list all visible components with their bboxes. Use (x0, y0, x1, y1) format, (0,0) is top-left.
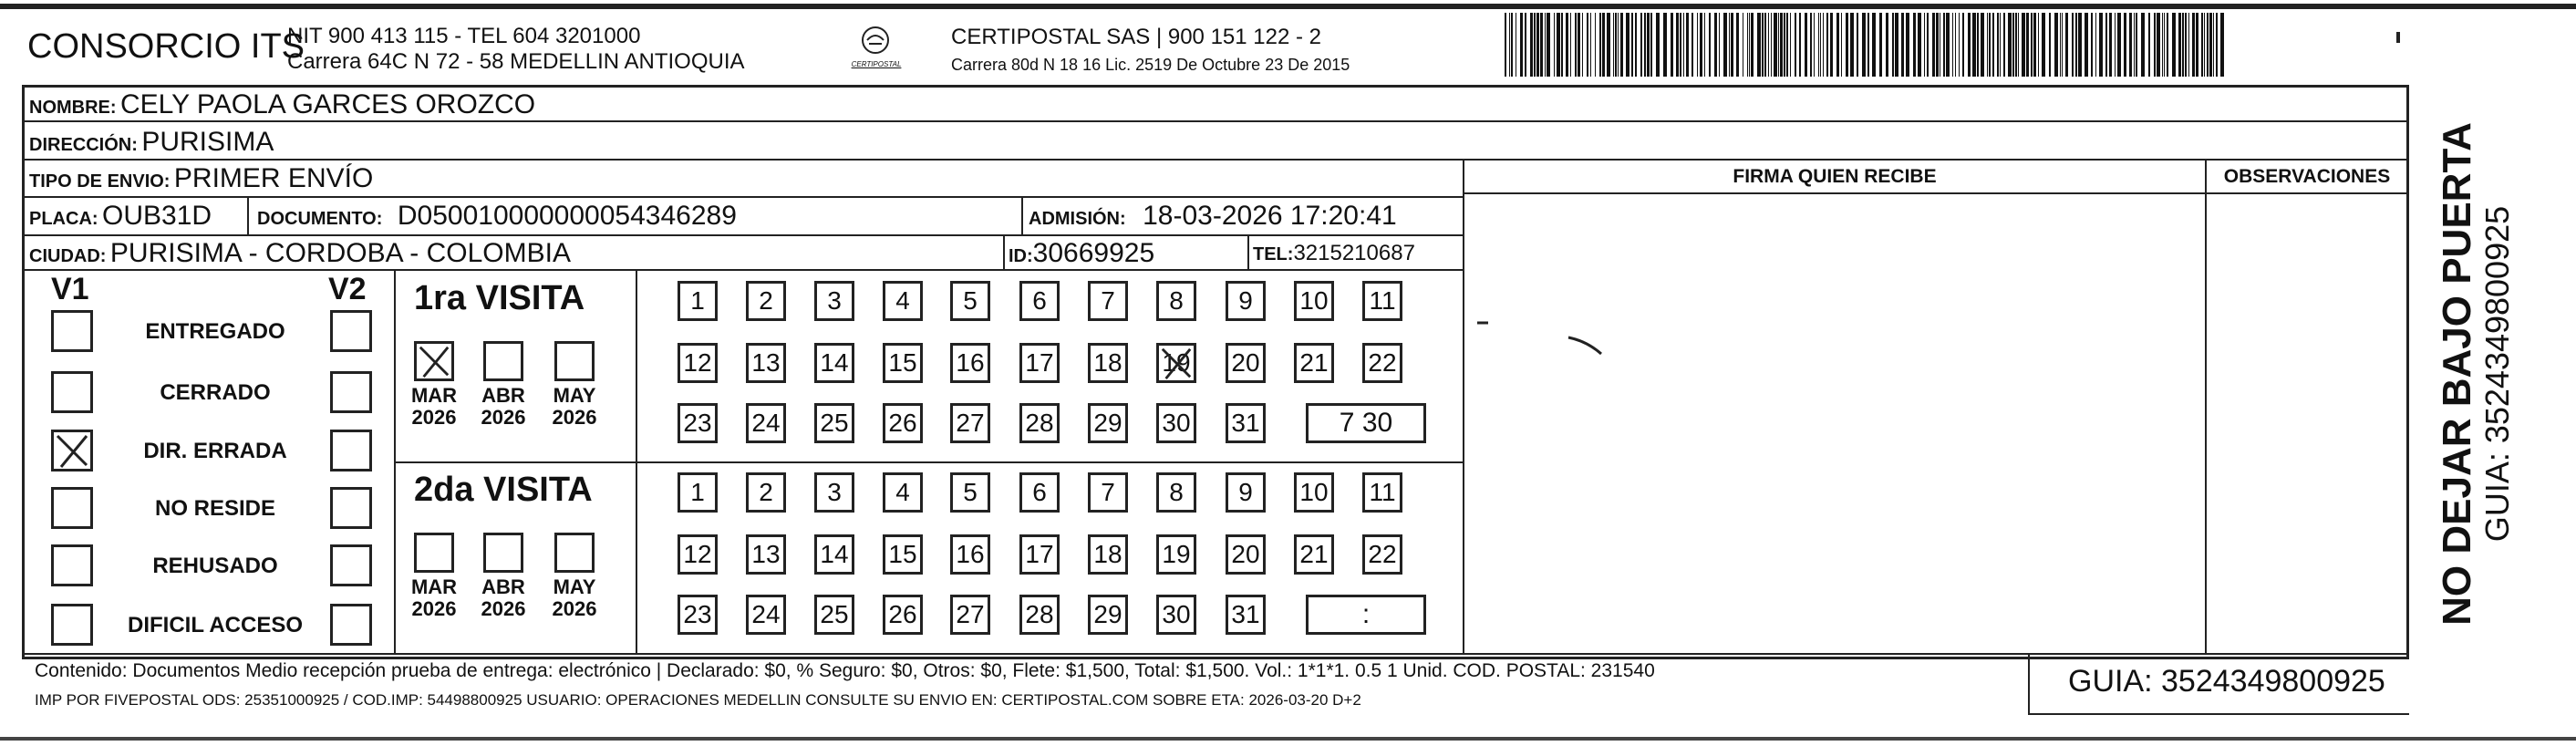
placa-divider (247, 196, 249, 234)
day-number: 4 (895, 478, 910, 506)
tipo-envio-label: TIPO DE ENVIO: (29, 171, 171, 192)
day-box[interactable] (1156, 403, 1196, 443)
v1-checkbox[interactable] (51, 487, 93, 529)
corner-mark (2396, 32, 2400, 43)
day-box[interactable] (1294, 281, 1334, 321)
day-box[interactable] (1156, 281, 1196, 321)
month-checkbox[interactable] (554, 533, 595, 573)
day-box[interactable] (950, 595, 990, 635)
day-box[interactable] (1362, 281, 1402, 321)
day-number: 17 (1025, 540, 1054, 568)
nit-line: NIT 900 413 115 - TEL 604 3201000 (287, 24, 641, 48)
day-number: 31 (1231, 600, 1260, 628)
day-box[interactable] (1156, 595, 1196, 635)
firma-left-divider (1463, 159, 1464, 653)
ciudad-field (29, 238, 571, 269)
v1-checkbox[interactable] (51, 310, 93, 352)
side-guia: GUIA: 3524349800925 (2478, 205, 2516, 543)
day-box[interactable] (746, 343, 786, 383)
day-box[interactable] (814, 403, 854, 443)
day-number: 30 (1162, 409, 1191, 437)
day-box[interactable] (746, 595, 786, 635)
day-box[interactable] (678, 595, 718, 635)
footer-guia-bottom (2028, 713, 2409, 715)
v2-checkbox[interactable] (330, 604, 372, 646)
day-number: 21 (1299, 540, 1329, 568)
placa-field (29, 201, 212, 232)
day-box[interactable] (1156, 472, 1196, 513)
day-number: 14 (820, 540, 849, 568)
id-value: 30669925 (1032, 238, 1155, 268)
day-box[interactable] (950, 343, 990, 383)
direccion-field (29, 127, 274, 158)
day-number: 21 (1299, 348, 1329, 377)
column-header-divider (1464, 192, 2407, 194)
time-box[interactable] (1306, 403, 1426, 443)
tel-field (1253, 241, 1415, 266)
day-number: 3 (827, 286, 842, 315)
documento-field (257, 201, 737, 232)
day-number: 15 (888, 348, 917, 377)
day-number: 2 (759, 286, 773, 315)
day-number: 5 (963, 286, 978, 315)
day-box[interactable] (883, 403, 923, 443)
day-number: 26 (888, 600, 917, 628)
day-number: 22 (1368, 540, 1397, 568)
day-number: 4 (895, 286, 910, 315)
nombre-value: CELY PAOLA GARCES OROZCO (120, 89, 536, 119)
row-divider (24, 159, 2407, 161)
day-box[interactable] (746, 281, 786, 321)
day-box[interactable] (1156, 534, 1196, 575)
day-number: 6 (1032, 286, 1047, 315)
status-label: CERRADO (160, 380, 271, 405)
day-number: 14 (820, 348, 849, 377)
time-value: : (1361, 599, 1371, 629)
day-number: 30 (1162, 600, 1191, 628)
id-field (1009, 238, 1154, 269)
day-box[interactable] (1019, 472, 1060, 513)
month-checkbox[interactable] (554, 341, 595, 381)
footer-imp-line: IMP POR FIVEPOSTAL ODS: 25351000925 / COD.IMP: 54498800925 USUARIO: OPERACIONES MEDELLIN CONSULTE SU ENVIO EN: CERTIPOSTAL.COM SOBRE ETA: 2026-03-20 D+2 (35, 691, 1361, 709)
v1-header: V1 (51, 272, 89, 306)
day-number: 24 (751, 600, 781, 628)
day-box[interactable] (1088, 472, 1128, 513)
day-box[interactable] (746, 534, 786, 575)
v2-checkbox[interactable] (330, 487, 372, 529)
status-label: ENTREGADO (145, 319, 285, 344)
day-number: 8 (1169, 286, 1184, 315)
day-box[interactable] (678, 403, 718, 443)
row-divider (24, 269, 1464, 271)
footer-guia-divider (2028, 653, 2030, 715)
day-number: 20 (1231, 540, 1260, 568)
month-checkbox[interactable] (483, 341, 523, 381)
day-box[interactable] (883, 472, 923, 513)
time-value: 7 30 (1339, 408, 1393, 438)
day-number: 25 (820, 600, 849, 628)
day-box[interactable] (814, 343, 854, 383)
day-number: 9 (1238, 286, 1253, 315)
day-number: 18 (1093, 540, 1122, 568)
direccion-value: PURISIMA (141, 127, 274, 157)
placa-label: PLACA: (29, 209, 98, 229)
day-number: 27 (956, 600, 985, 628)
carrier-info (951, 24, 1350, 78)
month-label (405, 385, 463, 429)
tel-value: 3215210687 (1293, 241, 1415, 265)
visit-divider (394, 461, 1463, 463)
day-box[interactable] (1226, 472, 1266, 513)
id-label: ID: (1009, 246, 1033, 266)
day-box[interactable] (950, 403, 990, 443)
month-year: 2026 (481, 597, 526, 620)
status-label: NO RESIDE (154, 496, 276, 521)
tipo-envio-value: PRIMER ENVÍO (173, 163, 374, 193)
day-number: 9 (1238, 478, 1253, 506)
no-dejar-warning: NO DEJAR BAJO PUERTA (2435, 122, 2479, 626)
side-vertical-text (2412, 87, 2540, 661)
day-number: 31 (1231, 409, 1260, 437)
day-number: 11 (1369, 286, 1396, 315)
day-box[interactable] (1226, 281, 1266, 321)
month-label (545, 385, 604, 429)
admision-value: 18-03-2026 17:20:41 (1143, 201, 1397, 231)
month-checkbox[interactable] (414, 341, 454, 381)
day-number: 27 (956, 409, 985, 437)
v2-checkbox[interactable] (330, 371, 372, 413)
day-box[interactable] (1019, 281, 1060, 321)
visit-title: 2da VISITA (414, 471, 593, 509)
day-number: 22 (1368, 348, 1397, 377)
day-number: 3 (827, 478, 842, 506)
nombre-field (29, 89, 535, 120)
day-number: 24 (751, 409, 781, 437)
day-box[interactable] (950, 472, 990, 513)
month-year: 2026 (411, 597, 457, 620)
month-label (405, 576, 463, 620)
day-box[interactable] (1362, 534, 1402, 575)
day-box[interactable] (1088, 595, 1128, 635)
month-label (545, 576, 604, 620)
v2-checkbox[interactable] (330, 430, 372, 471)
day-number: 16 (956, 348, 985, 377)
day-number: 7 (1101, 478, 1115, 506)
day-number: 20 (1231, 348, 1260, 377)
month-name: MAR (410, 384, 458, 407)
month-name: MAR (410, 575, 458, 598)
day-box[interactable] (1362, 472, 1402, 513)
day-number: 1 (690, 286, 705, 315)
v1-checkbox[interactable] (51, 544, 93, 586)
day-number: 28 (1025, 409, 1054, 437)
month-year: 2026 (552, 597, 597, 620)
observaciones-divider (2205, 159, 2207, 653)
month-year: 2026 (552, 406, 597, 429)
day-box[interactable] (1156, 343, 1196, 383)
company-info (287, 24, 745, 75)
tel-label: TEL: (1253, 244, 1294, 264)
day-number: 25 (820, 409, 849, 437)
day-box[interactable] (746, 403, 786, 443)
day-box[interactable] (883, 281, 923, 321)
v2-header: V2 (328, 272, 367, 306)
month-year: 2026 (481, 406, 526, 429)
day-number: 28 (1025, 600, 1054, 628)
day-number: 19 (1162, 348, 1191, 377)
day-number: 10 (1299, 286, 1329, 315)
day-box[interactable] (1226, 403, 1266, 443)
day-number: 1 (690, 478, 705, 506)
status-label: DIR. ERRADA (143, 439, 287, 463)
day-box[interactable] (1088, 403, 1128, 443)
admision-divider (1021, 196, 1023, 234)
tel-divider (1247, 234, 1249, 269)
v1-checkbox[interactable] (51, 371, 93, 413)
status-label: DIFICIL ACCESO (127, 613, 303, 637)
month-name: ABR (481, 384, 525, 407)
tipo-envio-field (29, 163, 373, 194)
day-number: 12 (683, 540, 712, 568)
day-number: 2 (759, 478, 773, 506)
day-box[interactable] (883, 595, 923, 635)
day-box[interactable] (1226, 534, 1266, 575)
day-box[interactable] (1294, 534, 1334, 575)
documento-value: D050010000000054346289 (397, 201, 737, 231)
day-box[interactable] (1019, 534, 1060, 575)
visit-title: 1ra VISITA (414, 279, 585, 317)
day-box[interactable] (1294, 472, 1334, 513)
day-number: 29 (1093, 409, 1122, 437)
time-box[interactable] (1306, 595, 1426, 635)
day-box[interactable] (883, 343, 923, 383)
day-number: 15 (888, 540, 917, 568)
row-divider (24, 120, 2407, 122)
v1-checkbox[interactable] (51, 430, 93, 471)
id-divider (1003, 234, 1005, 269)
top-border-line (0, 4, 2576, 9)
bottom-border-line (0, 737, 2576, 741)
day-number: 5 (963, 478, 978, 506)
day-number: 12 (683, 348, 712, 377)
carrier-address: Carrera 80d N 18 16 Lic. 2519 De Octubre 23 De 2015 (951, 56, 1350, 74)
day-number: 29 (1093, 600, 1122, 628)
day-number: 13 (751, 348, 781, 377)
ciudad-value: PURISIMA - CORDOBA - COLOMBIA (109, 238, 571, 268)
month-name: ABR (481, 575, 525, 598)
carrier-line: CERTIPOSTAL SAS | 900 151 122 - 2 (951, 25, 1321, 49)
day-box[interactable] (814, 281, 854, 321)
day-number: 13 (751, 540, 781, 568)
firma-header: FIRMA QUIEN RECIBE (1733, 166, 1937, 187)
admision-field (1029, 201, 1397, 232)
row-divider (24, 196, 1464, 198)
footer-guia: GUIA: 3524349800925 (2068, 664, 2385, 699)
day-box[interactable] (678, 472, 718, 513)
month-checkbox[interactable] (483, 533, 523, 573)
day-number: 10 (1299, 478, 1329, 506)
day-box[interactable] (678, 343, 718, 383)
day-box[interactable] (1226, 595, 1266, 635)
month-year: 2026 (411, 406, 457, 429)
company-name: CONSORCIO ITS (27, 27, 305, 66)
day-box[interactable] (814, 534, 854, 575)
day-number: 19 (1162, 540, 1191, 568)
day-box[interactable] (1294, 343, 1334, 383)
day-box[interactable] (678, 281, 718, 321)
frame-edge (2407, 652, 2409, 654)
month-label (474, 385, 533, 429)
day-number: 23 (683, 600, 712, 628)
placa-value: OUB31D (102, 201, 212, 231)
day-number: 6 (1032, 478, 1047, 506)
day-box[interactable] (678, 534, 718, 575)
day-number: 23 (683, 409, 712, 437)
day-number: 16 (956, 540, 985, 568)
day-mark (1159, 346, 1194, 380)
day-box[interactable] (1088, 534, 1128, 575)
day-number: 8 (1169, 478, 1184, 506)
barcode (1505, 13, 2225, 77)
month-label (474, 576, 533, 620)
day-box[interactable] (1019, 403, 1060, 443)
day-box[interactable] (1019, 343, 1060, 383)
status-label: REHUSADO (152, 554, 278, 578)
day-box[interactable] (746, 472, 786, 513)
v1-checkbox[interactable] (51, 604, 93, 646)
day-number: 7 (1101, 286, 1115, 315)
day-box[interactable] (1362, 343, 1402, 383)
day-box[interactable] (814, 595, 854, 635)
v2-checkbox[interactable] (330, 544, 372, 586)
footer-divider (24, 653, 2407, 655)
day-number: 26 (888, 409, 917, 437)
observaciones-header: OBSERVACIONES (2223, 166, 2391, 187)
logo-text: CERTIPOSTAL (851, 60, 902, 68)
month-name: MAY (553, 575, 596, 598)
day-box[interactable] (1226, 343, 1266, 383)
day-number: 18 (1093, 348, 1122, 377)
company-address: Carrera 64C N 72 - 58 MEDELLIN ANTIOQUIA (287, 49, 745, 74)
day-box[interactable] (814, 472, 854, 513)
v2-checkbox[interactable] (330, 310, 372, 352)
direccion-label: DIRECCIÓN: (29, 135, 138, 155)
day-number: 11 (1369, 478, 1396, 506)
day-box[interactable] (950, 281, 990, 321)
documento-label: DOCUMENTO: (257, 209, 383, 229)
day-number: 17 (1025, 348, 1054, 377)
day-box[interactable] (1088, 343, 1128, 383)
day-box[interactable] (950, 534, 990, 575)
month-name: MAY (553, 384, 596, 407)
admision-label: ADMISIÓN: (1029, 209, 1126, 229)
ciudad-label: CIUDAD: (29, 246, 107, 266)
footer-content-line: Contenido: Documentos Medio recepción prueba de entrega: electrónico | Declarado: $0, % Seguro: $0, Otros: $0, Flete: $1,500, Total: $1,500. Vol.: 1*1*1. 0.5 1 Unid. COD. POSTAL: 231540 (35, 660, 1655, 681)
month-checkbox[interactable] (414, 533, 454, 573)
nombre-label: NOMBRE: (29, 98, 117, 118)
signature-scribble (1468, 310, 1614, 365)
day-box[interactable] (1088, 281, 1128, 321)
day-box[interactable] (883, 534, 923, 575)
day-box[interactable] (1019, 595, 1060, 635)
